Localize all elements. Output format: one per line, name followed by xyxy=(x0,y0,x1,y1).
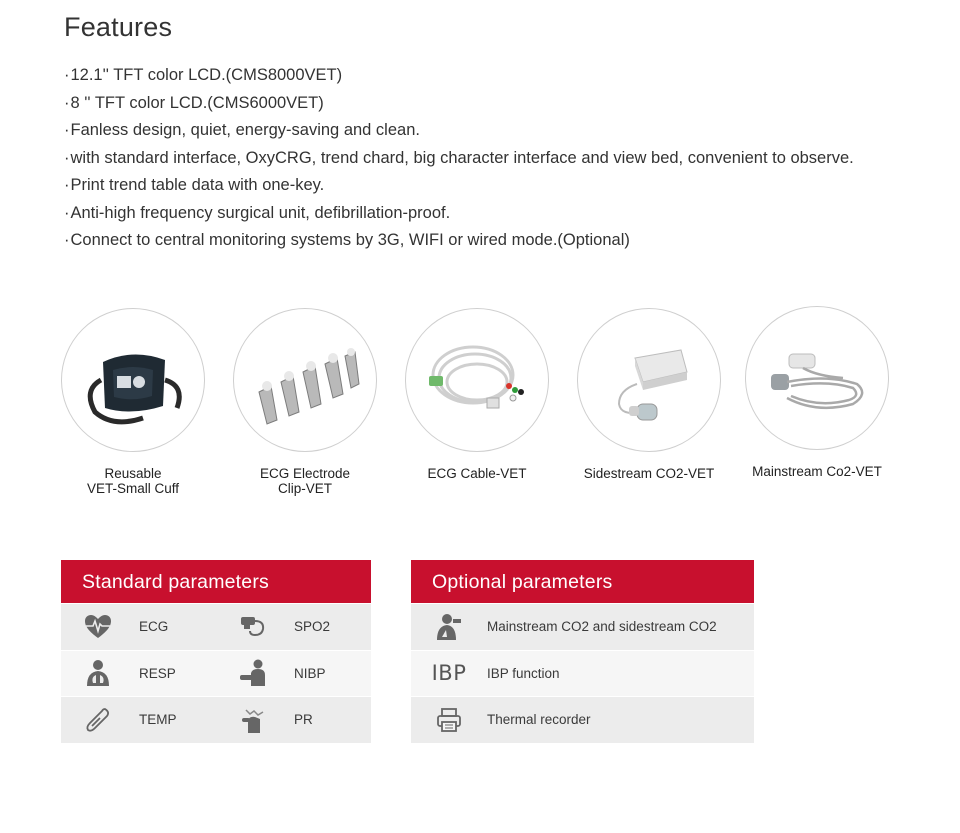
parameter-label: NIBP xyxy=(294,665,326,681)
product-mainstream xyxy=(732,306,902,479)
parameter-label: PR xyxy=(294,712,313,728)
product-label: Mainstream Co2-VET xyxy=(752,464,882,479)
accessories-row xyxy=(0,300,960,510)
standard-parameters-title: Standard parameters xyxy=(61,560,371,603)
feature-item: · Anti-high frequency surgical unit, defibrillation-proof. xyxy=(64,200,854,228)
parameter-label: Thermal recorder xyxy=(487,712,591,728)
electrode-clips-icon xyxy=(245,320,365,440)
mainstream-sensor-icon xyxy=(757,318,877,438)
feature-item: · Print trend table data with one-key. xyxy=(64,172,854,200)
parameter-label: IBP function xyxy=(487,665,560,681)
ecg-cable-icon xyxy=(417,320,537,440)
parameter-label: SPO2 xyxy=(294,619,331,635)
thermometer-icon xyxy=(78,705,118,735)
parameter-row xyxy=(61,603,371,650)
optional-parameters-panel xyxy=(411,560,754,743)
finger-probe-icon xyxy=(233,612,273,642)
parameter-label: RESP xyxy=(139,665,176,681)
features-heading: Features xyxy=(64,12,173,42)
parameter-label: Mainstream CO2 and sidestream CO2 xyxy=(487,619,717,635)
product-label: Sidestream CO2-VET xyxy=(583,466,715,481)
printer-icon xyxy=(429,705,469,735)
product-image xyxy=(405,308,549,452)
product-image xyxy=(745,306,889,450)
blood-pressure-cuff-icon xyxy=(73,320,193,440)
product-cuff xyxy=(48,308,218,496)
product-label: Reusable VET-Small Cuff xyxy=(86,466,180,496)
parameter-row xyxy=(61,650,371,697)
feature-item: · Fanless design, quiet, energy-saving and clean. xyxy=(64,117,854,145)
feature-item: · with standard interface, OxyCRG, trend chard, big character interface and view bed, convenient to observe. xyxy=(64,145,854,173)
parameter-label: ECG xyxy=(139,619,169,635)
ibp-icon: IBP xyxy=(431,661,467,686)
parameter-row xyxy=(411,603,754,650)
parameter-row xyxy=(61,696,371,743)
feature-item: · 12.1'' TFT color LCD.(CMS8000VET) xyxy=(64,62,854,90)
lungs-person-icon xyxy=(78,658,118,688)
product-label: ECG Electrode Clip-VET xyxy=(259,466,351,496)
feature-item: · 8 '' TFT color LCD.(CMS6000VET) xyxy=(64,90,854,118)
product-label: ECG Cable-VET xyxy=(427,466,527,481)
standard-parameters-panel xyxy=(61,560,371,743)
product-electrode-clips xyxy=(220,308,390,496)
sidestream-module-icon xyxy=(589,320,709,440)
pulse-hand-icon xyxy=(233,705,273,735)
features-list xyxy=(64,62,854,255)
product-image xyxy=(233,308,377,452)
parameter-row xyxy=(411,696,754,743)
feature-item: · Connect to central monitoring systems by 3G, WIFI or wired mode.(Optional) xyxy=(64,227,854,255)
product-image xyxy=(577,308,721,452)
cuff-arm-icon xyxy=(233,658,273,688)
product-image xyxy=(61,308,205,452)
product-ecg-cable xyxy=(392,308,562,481)
product-sidestream xyxy=(564,308,734,481)
parameter-label: TEMP xyxy=(139,712,177,728)
heart-wave-icon xyxy=(78,612,118,642)
co2-person-icon xyxy=(429,612,469,642)
parameter-row xyxy=(411,650,754,697)
optional-parameters-title: Optional parameters xyxy=(411,560,754,603)
